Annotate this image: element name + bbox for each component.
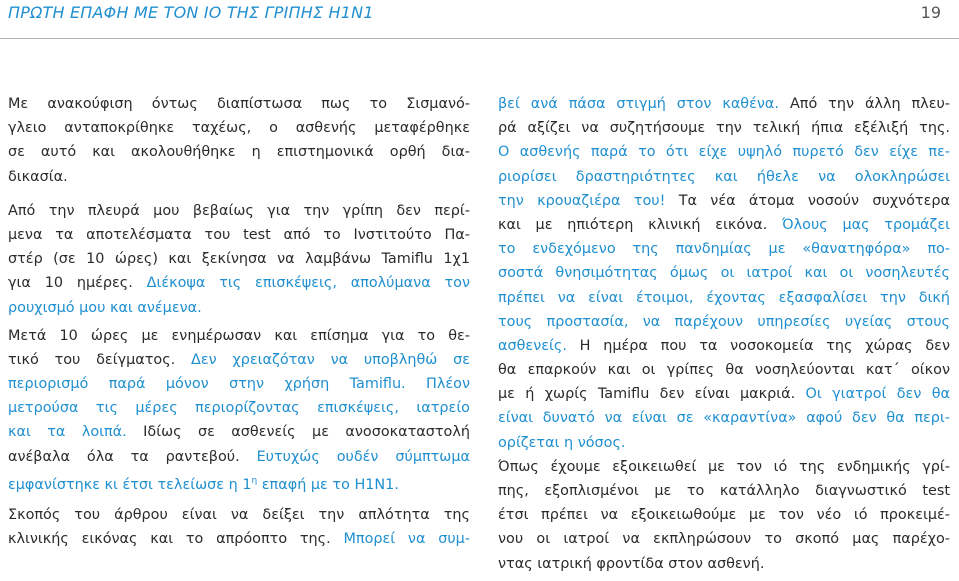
text-line [498,382,950,406]
highlighted-sentence: μετρούσα τις μέρες περιορίζοντας επισκέψεις, ιατρείο [8,400,470,417]
text-line: θα επαρκούν και οι γρίπες θα νοσηλεύονται κατ΄ οίκον [498,362,950,379]
text-line: έτσι πρέπει να εξοικειωθούμε με τον νέο ιό προκειμέ- [498,507,950,524]
highlighted-sentence: το ενδεχόμενο της πανδημίας με «θανατηφόρα» πο- [498,241,950,258]
highlighted-sentence: Όλους μας τρομάζει [781,216,951,233]
text-line: Από την πλευρά μου βεβαίως για την γρίπη δεν περί- [8,202,470,219]
text-run: με ή χωρίς Tamiflu δεν είναι μακριά. [498,386,796,403]
highlighted-sentence: Οι γιατροί δεν θα [805,386,950,403]
paragraph-2 [498,455,950,576]
highlighted-sentence: Μπορεί να συμ- [343,531,471,548]
text-line: ρά αξίζει να συζητήσουμε την τελική ήπια εξέλιξή της. [498,120,950,137]
text-run: τικό του δείγματος. [8,351,176,368]
left-column [8,92,470,551]
header-rule [0,38,959,39]
text-line: Με ανακούφιση όντως διαπίστωσα πως το Σισμανό- [8,96,470,112]
paragraph-3 [8,324,470,493]
text-run: Τα νέα άτομα νοσούν συχνότερα [678,192,950,209]
text-line: Σκοπός του άρθρου είναι να δείξει την απλότητα της [8,507,470,523]
text-line: πης, εξοπλισμένοι με το κατάλληλο διαγνωστικό test [498,483,950,499]
highlighted-sentence: Ο ασθενής παρά το ότι είχε υψηλό πυρετό δεν είχε πε- [498,144,950,161]
text-line [498,334,950,358]
paragraph-1 [498,92,950,455]
text-line: ντας ιατρική φροντίδα στον ασθενή. [498,555,765,572]
page-number: 19 [920,3,941,22]
text-line [8,527,470,551]
text-line: δικασία. [8,168,68,185]
highlighted-sentence: την κρουαζιέρα του! [498,192,666,209]
text-line: Μετά 10 ώρες με ενημέρωσαν και επίσημα για το θε- [8,327,470,344]
highlighted-sentence: Ευτυχώς ουδέν σύμπτωμα [256,448,470,465]
running-header-title: ΠΡΩΤΗ ΕΠΑΦΗ ΜΕ ΤΟΝ ΙΟ ΤΗΣ ΓΡΙΠΗΣ Η1Ν1 [8,3,374,22]
text-run: για 10 ημέρες. [8,275,133,292]
text-line: στέρ (σε 10 ώρες) και ξεκίνησα να λαμβάνω Tamiflu 1χ1 [8,251,470,268]
highlighted-sentence: βεί ανά πάσα στιγμή στον καθένα. [498,96,779,112]
text-run: Ιδίως σε ασθενείς με ανοσοκαταστολή [143,424,470,441]
text-line: νου οι ιατροί να εκπληρώσουν το σκοπό μας παρέχο- [498,531,950,548]
right-column [498,92,950,576]
highlighted-sentence: εμφανίστηκε κι έτσι τελείωσε η $1^\eta$ επαφή με το Η1Ν1. [8,475,399,493]
text-run: Η ημέρα που τα νοσοκομεία της χώρας δεν [579,337,951,354]
text-line [498,213,950,237]
highlighted-sentence: τους προστασία, να παρέχουν υπηρεσίες υγείας στους [498,313,950,330]
text-line: Όπως έχουμε εξοικειωθεί με τον ιό της ενδημικής γρί- [498,458,950,475]
highlighted-sentence: ριορίσει δραστηριότητες και ήθελε να ολοκληρώσει [498,168,950,185]
highlighted-sentence: Διέκοψα τις επισκέψεις, απολύμανα τον [146,275,471,292]
text-run: και με ηπιότερη κλινική εικόνα. [498,216,768,233]
text-line [8,420,470,444]
text-line [498,189,950,213]
text-line [498,92,950,116]
text-line: σε αυτό και ακολουθήθηκε η επιστημονικά ορθή δια- [8,144,470,161]
text-line: μενα τα αποτελέσματα του test από το Ινστιτούτο Πα- [8,226,470,243]
text-line [8,445,470,469]
highlighted-sentence: πρέπει να είναι έτοιμοι, έχοντας εξασφαλίσει την δική [498,289,950,306]
highlighted-sentence: περιορισμό παρά μόνον στην χρήση Tamiflu. [8,376,406,393]
text-run: κλινικής εικόνας και το απρόοπτο της. [8,531,331,548]
text-line [8,271,470,295]
highlighted-sentence: Πλέον [426,376,470,393]
paragraph-1 [8,92,470,189]
text-line [8,372,470,396]
highlighted-sentence: σοστά θνησιμότητας όμως οι ιατροί και οι νοσηλευτές [498,265,950,282]
highlighted-sentence: και τα λοιπά. [8,424,127,441]
text-run: ανέβαλα όλα τα ραντεβού. [8,448,240,465]
highlighted-sentence: Δεν χρειαζόταν να υποβληθώ σε [191,351,470,368]
paragraph-4 [8,503,470,551]
text-line [8,348,470,372]
highlighted-sentence: ορίζεται η νόσος. [498,434,626,451]
highlighted-sentence: ασθενείς. [498,337,567,354]
text-run: Από την άλλη πλευ- [789,96,950,112]
text-line: γλειο ανταποκρίθηκε ταχέως, ο ασθενής μεταφέρθηκε [8,120,470,137]
paragraph-2 [8,199,470,320]
highlighted-sentence: ρουχισμό μου και ανέμενα. [8,299,202,316]
highlighted-sentence: είναι δυνατό να είναι σε «καραντίνα» αφού δεν θα περι- [498,410,950,427]
